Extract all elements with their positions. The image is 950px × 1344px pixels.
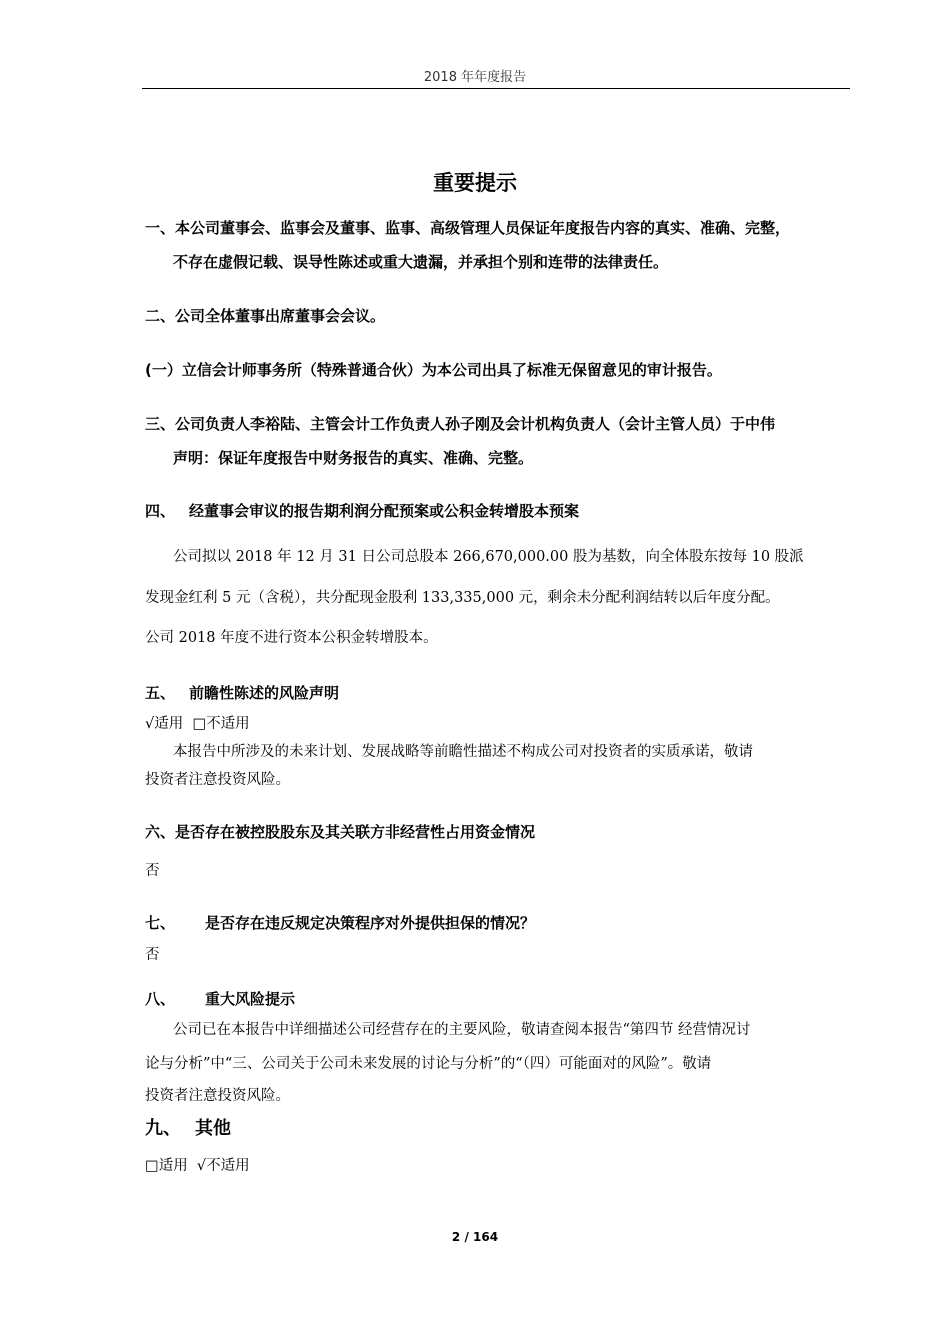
- section-4-body-line-3: 公司 2018 年度不进行资本公积金转增股本。: [145, 630, 438, 646]
- section-5-option-applicable: √适用: [145, 716, 184, 732]
- section-5-options: [145, 713, 250, 735]
- section-9-heading: [145, 1118, 231, 1140]
- section-5-body-line-1: 本报告中所涉及的未来计划、发展战略等前瞻性描述不构成公司对投资者的实质承诺，敬请: [173, 744, 753, 760]
- section-3-line-1: 三、公司负责人李裕陆、主管会计工作负责人孙子刚及会计机构负责人（会计主管人员）于中伟: [145, 415, 776, 433]
- section-2-line: 二、公司全体董事出席董事会会议。: [145, 307, 386, 325]
- section-7-answer: 否: [145, 947, 160, 963]
- section-1-line-1: 一、本公司董事会、监事会及董事、监事、高级管理人员保证年度报告内容的真实、准确、完整，: [145, 219, 791, 237]
- section-8-body-line-2: 论与分析”中“三、公司关于公司未来发展的讨论与分析”的“（四）可能面对的风险”。敬请: [145, 1056, 712, 1072]
- section-6-answer: 否: [145, 863, 160, 879]
- section-4-heading: [145, 500, 579, 522]
- section-9-title: 其他: [195, 1118, 231, 1139]
- section-5-heading: [145, 682, 339, 704]
- section-5-number: 五、: [145, 684, 176, 702]
- section-9-options: [145, 1155, 250, 1177]
- section-5-title: 前瞻性陈述的风险声明: [189, 684, 340, 702]
- section-9-option-not-applicable: √不适用: [196, 1158, 250, 1174]
- section-6-title: 六、是否存在被控股股东及其关联方非经营性占用资金情况: [145, 823, 536, 841]
- section-9-option-applicable: □适用: [145, 1158, 188, 1174]
- section-4-body-line-1: 公司拟以 2018 年 12 月 31 日公司总股本 266,670,000.00 股为基数，向全体股东按每 10 股派: [173, 549, 804, 565]
- report-header-title: 2018 年年度报告: [423, 70, 527, 85]
- section-9-number: 九、: [145, 1118, 181, 1139]
- section-1-line-2: 不存在虚假记载、误导性陈述或重大遗漏，并承担个别和连带的法律责任。: [173, 253, 669, 271]
- section-4-number: 四、: [145, 502, 176, 520]
- section-4-body-line-2: 发现金红利 5 元（含税），共分配现金股利 133,335,000 元，剩余未分配利润结转以后年度分配。: [145, 590, 780, 606]
- section-2-sub-1-line: (一）立信会计师事务所（特殊普通合伙）为本公司出具了标准无保留意见的审计报告。: [145, 361, 722, 379]
- section-7-number: 七、: [145, 914, 176, 932]
- page-title: 重要提示: [433, 171, 517, 195]
- page-number: 2 / 164: [451, 1230, 499, 1244]
- section-8-number: 八、: [145, 990, 176, 1008]
- section-4-title: 经董事会审议的报告期利润分配预案或公积金转增股本预案: [189, 502, 580, 520]
- section-8-body-line-3: 投资者注意投资风险。: [145, 1088, 290, 1104]
- section-8-heading: [145, 988, 295, 1010]
- header-divider: [142, 88, 850, 89]
- section-8-body-line-1: 公司已在本报告中详细描述公司经营存在的主要风险，敬请查阅本报告“第四节 经营情况讨: [173, 1022, 751, 1038]
- section-8-title: 重大风险提示: [205, 990, 296, 1008]
- section-5-option-not-applicable: □不适用: [192, 716, 250, 732]
- section-7-title: 是否存在违反规定决策程序对外提供担保的情况？: [205, 914, 536, 932]
- section-3-line-2: 声明：保证年度报告中财务报告的真实、准确、完整。: [173, 449, 534, 467]
- section-7-heading: [145, 912, 535, 934]
- section-5-body-line-2: 投资者注意投资风险。: [145, 772, 290, 788]
